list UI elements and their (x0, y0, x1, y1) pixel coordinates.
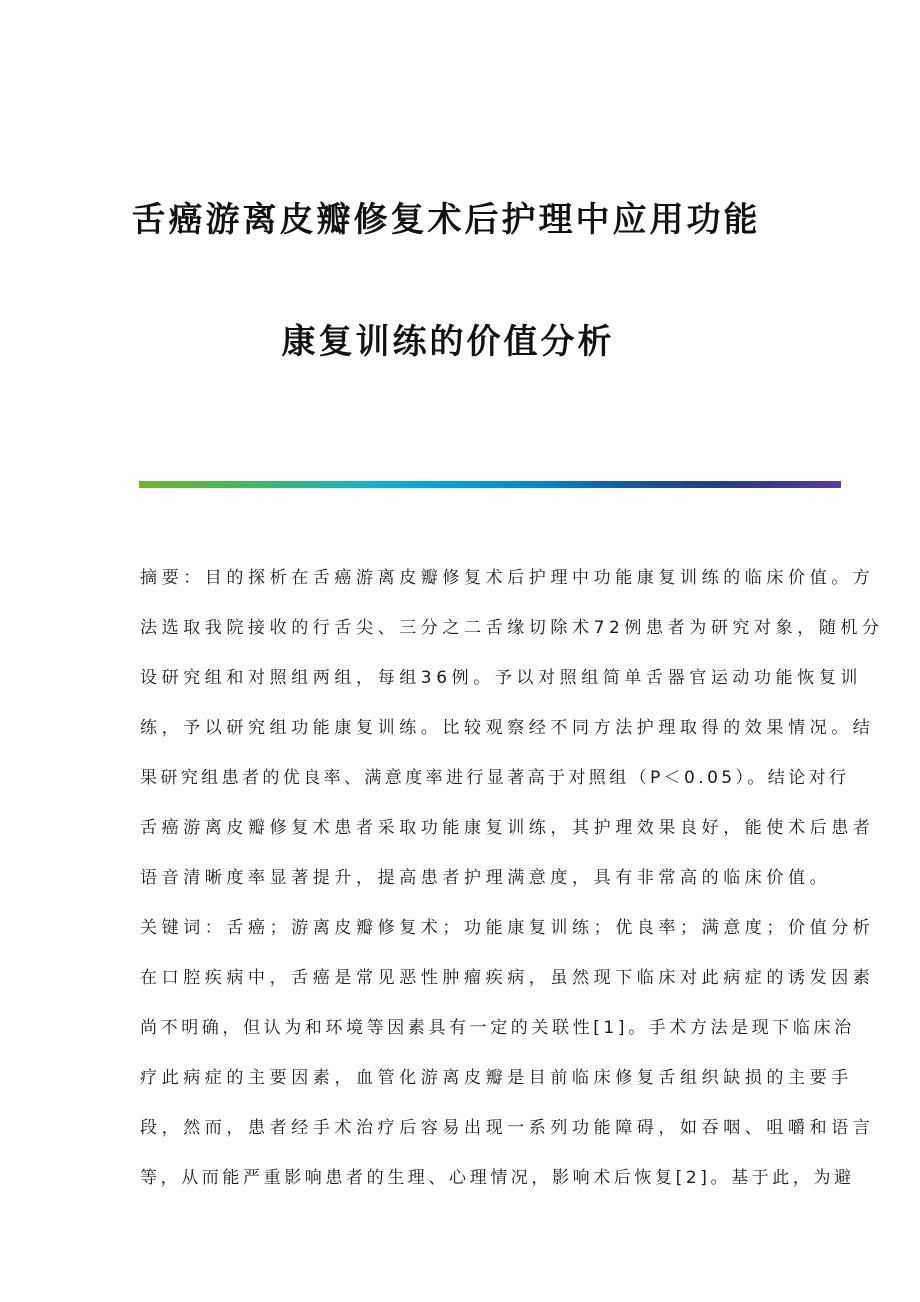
intro-line: 尚不明确，但认为和环境等因素具有一定的关联性[1]。手术方法是现下临床治 (140, 1018, 855, 1038)
abstract-line: 设研究组和对照组两组，每组36例。予以对照组简单舌器官运动功能恢复训 (140, 668, 863, 688)
abstract-line: 舌癌游离皮瓣修复术患者采取功能康复训练，其护理效果良好，能使术后患者 (140, 818, 875, 838)
keywords-section (140, 903, 875, 953)
abstract-line: 摘要：目的探析在舌癌游离皮瓣修复术后护理中功能康复训练的临床价值。方 (140, 568, 875, 588)
introduction-section (140, 953, 875, 1203)
gradient-divider (139, 481, 841, 488)
intro-line: 在口腔疾病中，舌癌是常见恶性肿瘤疾病，虽然现下临床对此病症的诱发因素 (140, 968, 875, 988)
document-title-line-2: 康复训练的价值分析 (281, 322, 615, 362)
intro-line: 等，从而能严重影响患者的生理、心理情况，影响术后恢复[2]。基于此，为避 (140, 1168, 855, 1188)
keywords-line: 关键词：舌癌；游离皮瓣修复术；功能康复训练；优良率；满意度；价值分析 (140, 918, 875, 938)
intro-line: 疗此病症的主要因素，血管化游离皮瓣是目前临床修复舌组织缺损的主要手 (140, 1068, 853, 1088)
abstract-line: 法选取我院接收的行舌尖、三分之二舌缘切除术72例患者为研究对象，随机分 (140, 618, 884, 638)
document-title-line-1: 舌癌游离皮瓣修复术后护理中应用功能 (131, 200, 761, 240)
abstract-line: 果研究组患者的优良率、满意度率进行显著高于对照组（P＜0.05）。结论对行 (140, 768, 850, 788)
abstract-section (140, 553, 884, 903)
abstract-line: 语音清晰度率显著提升，提高患者护理满意度，具有非常高的临床价值。 (140, 868, 832, 888)
intro-line: 段，然而，患者经手术治疗后容易出现一系列功能障碍，如吞咽、咀嚼和语言 (140, 1118, 875, 1138)
abstract-line: 练，予以研究组功能康复训练。比较观察经不同方法护理取得的效果情况。结 (140, 718, 875, 738)
